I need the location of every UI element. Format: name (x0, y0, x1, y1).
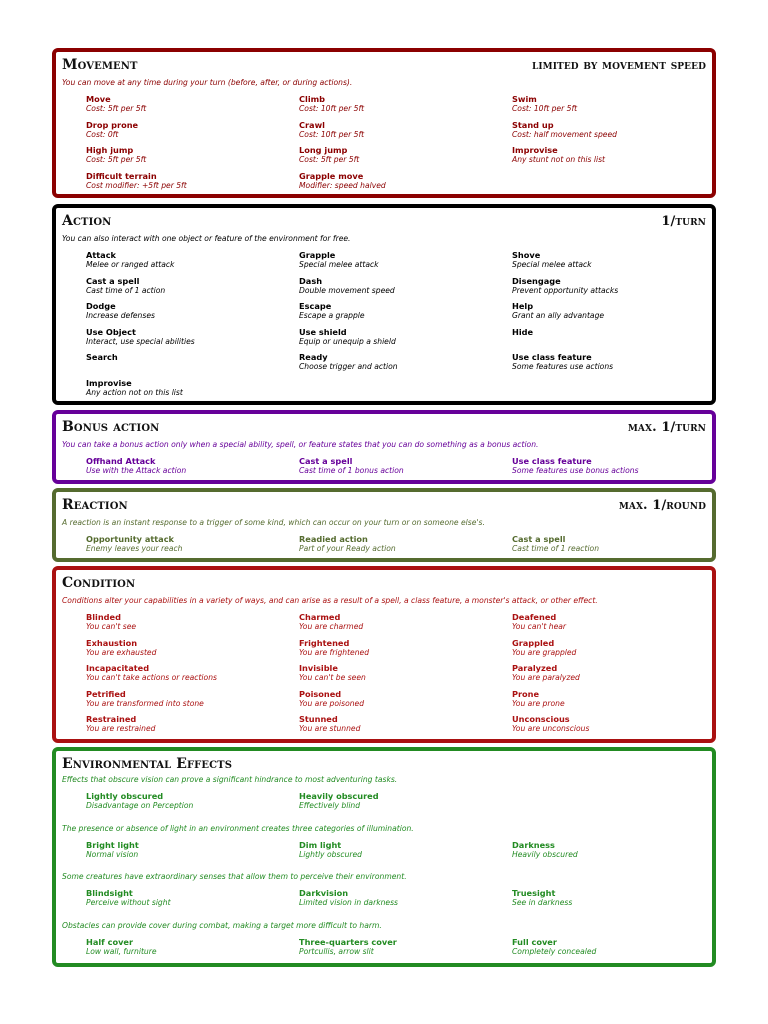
entry-name: Cast a spell (86, 275, 140, 286)
entry-description: Limited vision in darkness (299, 898, 399, 908)
entry-name: Stunned (299, 714, 338, 725)
entry-name: Improvise (512, 145, 558, 156)
entry-item (299, 276, 509, 296)
entry-description: Disadvantage on Perception (86, 801, 194, 810)
entry-description: Choose trigger and action (299, 362, 398, 372)
entry-description: See in darkness (512, 898, 573, 908)
entry-description: Enemy leaves your reach (86, 544, 183, 553)
environment-section (52, 747, 716, 967)
entry-item (512, 250, 722, 270)
entry-name: High jump (86, 145, 134, 156)
bonus-action-header (62, 419, 706, 435)
entry-item (512, 937, 722, 957)
entry-item (86, 612, 296, 632)
entry-description: You are exhausted (86, 647, 157, 657)
entry-item (512, 689, 722, 709)
section-intro: You can move at any time during your turn (before, after, or during actions). (62, 78, 353, 87)
entry-description: Completely concealed (512, 946, 597, 956)
entry-item (86, 145, 296, 165)
entry-name: Exhaustion (86, 637, 138, 648)
section-limit: max. 1/turn (627, 420, 706, 435)
group-intro: The presence or absence of light in an environment creates three categories of illumination. (62, 823, 414, 833)
entry-description: Special melee attack (512, 260, 592, 269)
section-limit: max. 1/round (618, 498, 706, 513)
entry-description: Double movement speed (299, 285, 395, 295)
entry-item (299, 840, 509, 860)
entry-description: Cost: 5ft per 5ft (86, 155, 147, 165)
entry-item (86, 638, 296, 658)
section-title: Reaction (62, 497, 128, 513)
entry-name: Hide (512, 326, 534, 337)
entry-description: You are paralyzed (512, 673, 580, 683)
entry-name: Prone (512, 688, 540, 699)
entry-name: Crawl (299, 119, 325, 130)
entry-name: Cast a spell (299, 456, 353, 466)
entry-name: Frightened (299, 637, 350, 648)
entry-description: Cost: 10ft per 5ft (299, 129, 365, 139)
entry-item (299, 937, 509, 957)
entry-item (299, 120, 509, 140)
entry-item (86, 791, 296, 811)
movement-section (52, 48, 716, 198)
section-intro: You can also interact with one object or feature of the environment for free. (62, 234, 351, 243)
entry-item (512, 276, 722, 296)
entry-description: Cost: 5ft per 5ft (299, 155, 360, 165)
entry-item (299, 663, 509, 683)
entry-description: Modifier: speed halved (299, 181, 386, 191)
entry-description: Lightly obscured (299, 849, 362, 859)
entry-name: Dodge (86, 301, 116, 312)
condition-header (62, 575, 706, 591)
entry-item (512, 663, 722, 683)
entry-description: Use with the Attack action (86, 466, 187, 475)
entry-item (512, 456, 722, 476)
entry-name: Grapple move (299, 171, 364, 182)
entry-name: Cast a spell (512, 534, 566, 544)
entry-name: Dim light (299, 839, 342, 850)
entry-item (512, 120, 722, 140)
entry-description: Equip or unequip a shield (299, 336, 396, 346)
entry-item (86, 663, 296, 683)
entry-description: Cost modifier: +5ft per 5ft (86, 181, 187, 191)
entry-item (512, 352, 722, 372)
entry-item (299, 171, 509, 191)
entry-name: Blindsight (86, 888, 133, 899)
entry-item (86, 378, 296, 398)
entry-item (512, 145, 722, 165)
movement-header (62, 57, 706, 73)
entry-item (86, 301, 296, 321)
entry-description: You are poisoned (299, 698, 365, 708)
entry-name: Invisible (299, 663, 338, 674)
section-limit: 1/turn (661, 214, 706, 229)
entry-description: You can't see (86, 622, 137, 631)
entry-description: Normal vision (86, 849, 139, 859)
entry-name: Readied action (299, 534, 368, 544)
entry-name: Use class feature (512, 352, 592, 363)
entry-item (86, 276, 296, 296)
entry-item (86, 94, 296, 114)
entry-description: Low wall, furniture (86, 946, 157, 956)
entry-description: You are transformed into stone (86, 698, 204, 708)
entry-name: Full cover (512, 936, 557, 947)
entry-item (299, 327, 509, 347)
entry-item (86, 937, 296, 957)
entry-name: Ready (299, 352, 328, 363)
entry-item (299, 714, 509, 734)
entry-item (299, 612, 509, 632)
entry-name: Bright light (86, 839, 139, 850)
entry-item (86, 120, 296, 140)
entry-name: Shove (512, 250, 541, 260)
entry-name: Escape (299, 301, 332, 312)
entry-name: Use Object (86, 326, 136, 337)
entry-description: You are prone (512, 698, 565, 708)
entry-item (512, 301, 722, 321)
entry-name: Stand up (512, 119, 554, 130)
entry-item (86, 250, 296, 270)
entry-name: Charmed (299, 612, 341, 622)
section-intro: Conditions alter your capabilities in a variety of ways, and can arise as a result of a spell, a class feature, a monster's attack, or other effect. (62, 596, 598, 605)
entry-item (86, 171, 296, 191)
entry-item (86, 456, 296, 476)
entry-name: Help (512, 301, 534, 312)
entry-name: Unconscious (512, 714, 570, 725)
entry-name: Poisoned (299, 688, 342, 699)
entry-name: Three-quarters cover (299, 936, 397, 947)
entry-item (86, 689, 296, 709)
entry-name: Use class feature (512, 456, 592, 466)
entry-description: You are charmed (299, 622, 364, 631)
entry-item (86, 888, 296, 908)
entry-name: Darkness (512, 839, 555, 850)
entry-description: Portcullis, arrow slit (299, 946, 374, 956)
entry-name: Improvise (86, 378, 132, 388)
condition-section (52, 566, 716, 743)
entry-description: Interact, use special abilities (86, 336, 195, 346)
group-intro: Obstacles can provide cover during combat, making a target more difficult to harm. (62, 920, 382, 930)
entry-item (512, 714, 722, 734)
section-title: Movement (62, 57, 138, 73)
entry-item (299, 301, 509, 321)
entry-name: Darkvision (299, 888, 349, 899)
entry-name: Attack (86, 250, 116, 260)
entry-description: Part of your Ready action (299, 544, 396, 553)
entry-description: Heavily obscured (512, 849, 578, 859)
entry-description: You are restrained (86, 724, 156, 734)
section-title: Bonus action (62, 419, 160, 435)
entry-description: Cost: 0ft (86, 129, 119, 139)
entry-item (86, 534, 296, 554)
entry-description: Some features use bonus actions (512, 466, 639, 475)
entry-name: Grappled (512, 637, 555, 648)
entry-description: Effectively blind (299, 801, 361, 810)
entry-name: Petrified (86, 688, 126, 699)
entry-description: Any action not on this list (86, 388, 183, 397)
entry-name: Move (86, 94, 111, 104)
entry-name: Restrained (86, 714, 137, 725)
entry-description: You can't hear (512, 622, 567, 631)
entry-description: Cast time of 1 bonus action (299, 466, 404, 475)
environment-header (62, 756, 706, 772)
entry-name: Dash (299, 275, 323, 286)
entry-description: You are stunned (299, 724, 361, 734)
entry-description: You are grappled (512, 647, 577, 657)
entry-name: Disengage (512, 275, 561, 286)
entry-name: Deafened (512, 612, 557, 622)
entry-description: Cast time of 1 reaction (512, 544, 600, 553)
entry-name: Grapple (299, 250, 336, 260)
entry-description: Cost: 10ft per 5ft (299, 104, 365, 113)
entry-name: Blinded (86, 612, 121, 622)
entry-item (299, 638, 509, 658)
entry-description: Perceive without sight (86, 898, 171, 908)
entry-name: Truesight (512, 888, 556, 899)
entry-name: Lightly obscured (86, 791, 164, 801)
entry-description: Cost: 10ft per 5ft (512, 104, 578, 113)
entry-item (86, 327, 296, 347)
action-header (62, 213, 706, 229)
entry-item (299, 456, 509, 476)
entry-item (512, 888, 722, 908)
entry-description: Some features use actions (512, 362, 614, 372)
entry-description: You can't be seen (299, 673, 366, 683)
section-title: Action (62, 213, 112, 229)
entry-description: Cost: 5ft per 5ft (86, 104, 147, 113)
section-intro: You can take a bonus action only when a special ability, spell, or feature states that you can do something as a bonus action. (62, 440, 539, 449)
entry-item (512, 327, 722, 337)
entry-description: Increase defenses (86, 311, 155, 321)
entry-name: Paralyzed (512, 663, 558, 674)
section-title: Environmental Effects (62, 756, 233, 772)
entry-item (299, 145, 509, 165)
entry-name: Offhand Attack (86, 456, 156, 466)
entry-description: You are frightened (299, 647, 370, 657)
entry-item (86, 840, 296, 860)
entry-item (299, 888, 509, 908)
entry-name: Climb (299, 94, 326, 104)
entry-item (299, 791, 509, 811)
bonus-action-section (52, 410, 716, 484)
entry-item (512, 840, 722, 860)
reaction-section (52, 488, 716, 562)
entry-description: Escape a grapple (299, 311, 365, 321)
entry-description: Prevent opportunity attacks (512, 285, 619, 295)
section-limit: limited by movement speed (531, 58, 706, 73)
entry-item (299, 689, 509, 709)
entry-item (512, 94, 722, 114)
entry-name: Heavily obscured (299, 791, 379, 801)
entry-name: Half cover (86, 936, 134, 947)
entry-item (512, 534, 722, 554)
entry-item (299, 352, 509, 372)
action-section (52, 204, 716, 405)
entry-description: You are unconscious (512, 724, 590, 734)
entry-description: Grant an ally advantage (512, 311, 605, 321)
group-intro: Some creatures have extraordinary senses that allow them to perceive their environment. (62, 872, 407, 882)
group-intro: Effects that obscure vision can prove a significant hindrance to most adventuring tasks. (62, 775, 398, 784)
entry-description: Melee or ranged attack (86, 260, 175, 269)
entry-item (299, 250, 509, 270)
entry-name: Search (86, 352, 118, 363)
entry-item (512, 612, 722, 632)
entry-name: Swim (512, 94, 537, 104)
entry-item (86, 352, 296, 362)
entry-description: Any stunt not on this list (512, 155, 606, 165)
entry-item (299, 534, 509, 554)
entry-item (86, 714, 296, 734)
entry-name: Long jump (299, 145, 348, 156)
entry-name: Opportunity attack (86, 534, 174, 544)
entry-description: Cast time of 1 action (86, 285, 166, 295)
entry-description: Special melee attack (299, 260, 379, 269)
section-intro: A reaction is an instant response to a trigger of some kind, which can occur on your turn or on someone else's. (62, 518, 485, 527)
entry-name: Use shield (299, 326, 347, 337)
section-title: Condition (62, 575, 136, 591)
entry-item (512, 638, 722, 658)
entry-name: Incapacitated (86, 663, 150, 674)
entry-name: Difficult terrain (86, 171, 157, 182)
reaction-header (62, 497, 706, 513)
entry-item (299, 94, 509, 114)
entry-description: You can't take actions or reactions (86, 673, 217, 683)
entry-description: Cost: half movement speed (512, 129, 617, 139)
entry-name: Drop prone (86, 119, 139, 130)
